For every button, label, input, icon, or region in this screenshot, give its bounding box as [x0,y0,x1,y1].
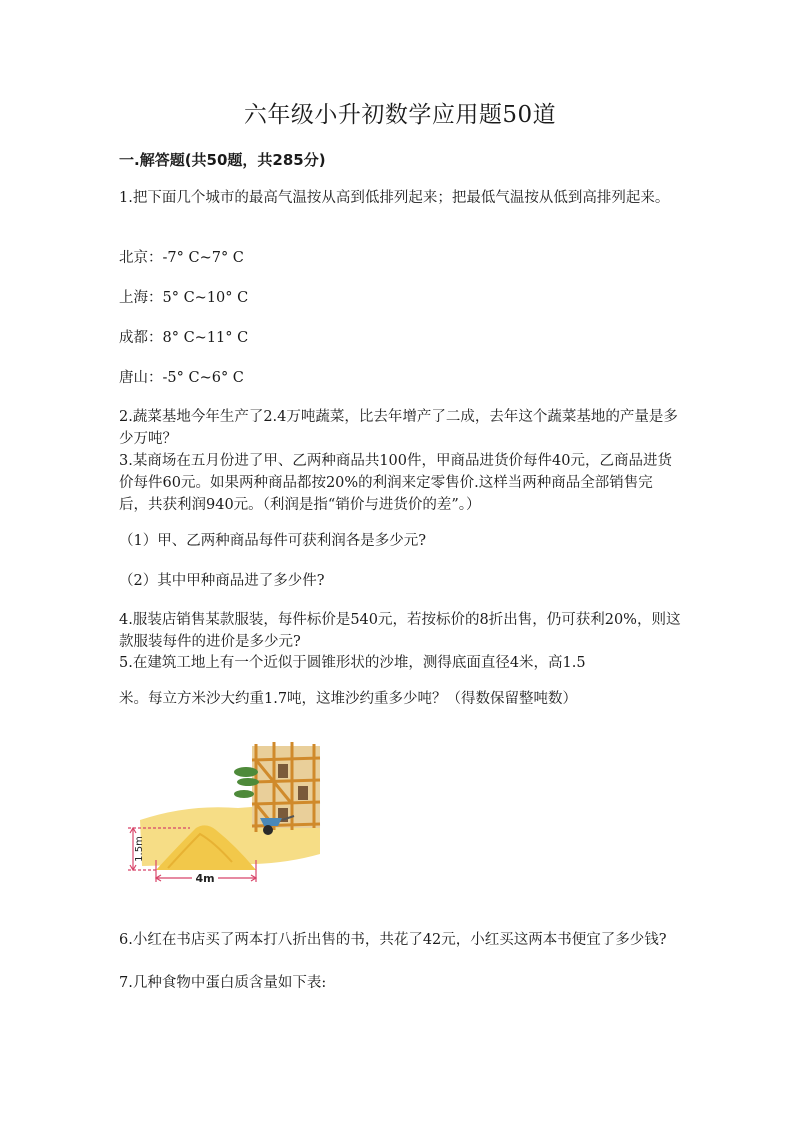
diameter-label: 4m [195,872,215,885]
city-shanghai: 上海：5° C~10° C [119,290,249,306]
question-3-text: 3.某商场在五月份进了甲、乙两种商品共100件，甲商品进货价每件40元，乙商品进货价每件60元。如果两种商品都按20%的利润来定零售价.这样当两种商品全部销售完后，共获利润940元。（利润是指“销价与进货价的差”。） [119,453,672,513]
question-2-text: 2.蔬菜基地今年生产了2.4万吨蔬菜，比去年增产了二成，去年这个蔬菜基地的产量是多少万吨？ [119,409,678,447]
sand-pile-illustration [128,742,328,888]
height-label: 1.5m [134,836,145,862]
question-5-line-2: 米。每立方米沙大约重1.7吨，这堆沙约重多少吨？（得数保留整吨数） [119,691,578,707]
question-6-text: 6.小红在书店买了两本打八折出售的书，共花了42元，小红买这两本书便宜了多少钱? [119,932,667,948]
question-3-sub-2: （2）其中甲种商品进了多少件? [119,573,325,589]
city-tangshan: 唐山：-5° C~6° C [119,370,244,386]
section-heading: 一.解答题(共50题，共285分) [119,151,326,169]
city-beijing: 北京：-7° C~7° C [119,250,244,266]
question-4-text: 4.服装店销售某款服装，每件标价是540元，若按标价的8折出售，仍可获利20%，则这款服装每件的进价是多少元? [119,612,681,650]
sand-pile-figure [128,742,328,888]
city-chengdu: 成都：8° C~11° C [119,330,249,346]
question-7-text: 7.几种食物中蛋白质含量如下表: [119,975,327,991]
question-5-line-1: 5.在建筑工地上有一个近似于圆锥形状的沙堆，测得底面直径4米，高1.5 [119,655,586,671]
question-1-text: 1.把下面几个城市的最高气温按从高到低排列起来；把最低气温按从低到高排列起来。 [119,190,670,206]
question-3-sub-1: （1）甲、乙两种商品每件可获利润各是多少元? [119,533,426,549]
page-title: 六年级小升初数学应用题50道 [243,102,557,128]
